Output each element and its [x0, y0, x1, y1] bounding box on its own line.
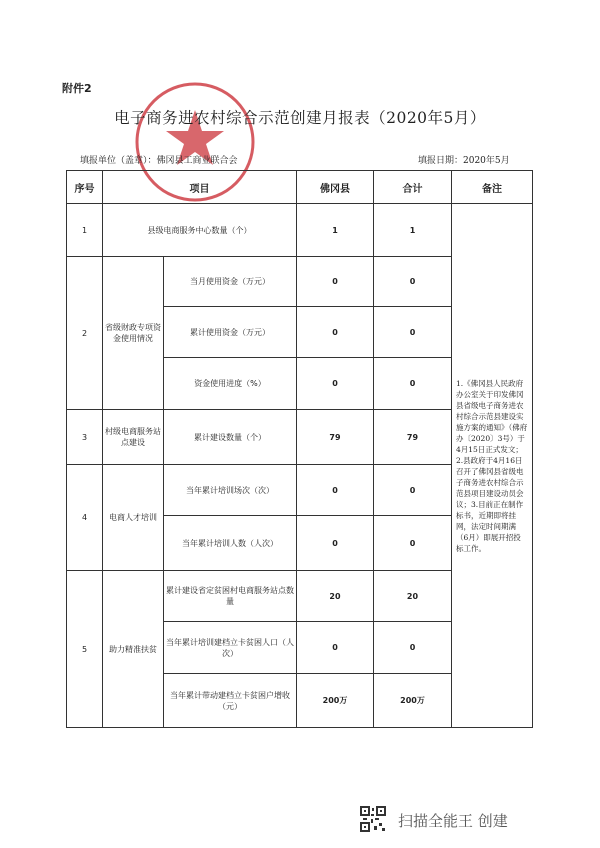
header-total: 合计	[374, 171, 452, 204]
table-header-row	[67, 171, 533, 204]
row4b-total: 0	[374, 516, 452, 571]
row5b-county: 0	[297, 622, 374, 674]
row5a-total: 20	[374, 571, 452, 622]
row2-category: 省级财政专项资金使用情况	[103, 257, 164, 410]
row5c-county: 200万	[297, 674, 374, 728]
row2c-county: 0	[297, 358, 374, 410]
row2-seq: 2	[67, 257, 103, 410]
row5c-item: 当年累计带动建档立卡贫困户增收（元）	[164, 674, 297, 728]
camscanner-text: 扫描全能王 创建	[398, 812, 508, 830]
row3-item: 累计建设数量（个）	[164, 410, 297, 465]
header-seq: 序号	[67, 171, 103, 204]
row2c-item: 资金使用进度（%）	[164, 358, 297, 410]
row2b-county: 0	[297, 307, 374, 358]
row3-seq: 3	[67, 410, 103, 465]
page-title: 电子商务进农村综合示范创建月报表（2020年5月）	[114, 109, 486, 127]
row3-category: 村级电商服务站点建设	[103, 410, 164, 465]
row2b-item: 累计使用资金（万元）	[164, 307, 297, 358]
header-remarks: 备注	[452, 171, 533, 204]
row1-total: 1	[374, 204, 452, 257]
row2b-total: 0	[374, 307, 452, 358]
row4-seq: 4	[67, 465, 103, 571]
row5b-total: 0	[374, 622, 452, 674]
report-table	[66, 170, 533, 728]
row1-county: 1	[297, 204, 374, 257]
row2a-county: 0	[297, 257, 374, 307]
row4b-county: 0	[297, 516, 374, 571]
fill-date: 填报日期：2020年5月	[418, 156, 510, 166]
attachment-label: 附件2	[62, 82, 92, 95]
row4-category: 电商人才培训	[103, 465, 164, 571]
qr-code-icon	[360, 806, 386, 832]
row5c-total: 200万	[374, 674, 452, 728]
row4b-item: 当年累计培训人数（人次）	[164, 516, 297, 571]
row5a-county: 20	[297, 571, 374, 622]
header-county: 佛冈县	[297, 171, 374, 204]
row1-item: 县级电商服务中心数量（个）	[103, 204, 297, 257]
row5-category: 助力精准扶贫	[103, 571, 164, 728]
row4a-item: 当年累计培训场次（次）	[164, 465, 297, 516]
row5a-item: 累计建设省定贫困村电商服务站点数量	[164, 571, 297, 622]
row5b-item: 当年累计培训建档立卡贫困人口（人次）	[164, 622, 297, 674]
row4a-total: 0	[374, 465, 452, 516]
camscanner-watermark	[360, 806, 560, 832]
row2c-total: 0	[374, 358, 452, 410]
remarks-cell: 1.《佛冈县人民政府办公室关于印发佛冈县省级电子商务进农村综合示范县建设实施方案的通知》（佛府办〔2020〕3号）于4月15日正式发文；2.县政府于4月16日召开了佛冈县省级电子商务进农村综合示范县项目建设动员会议；3.目前正在制作标书，近期即将挂网，法定时间期满（6月）即展开招投标工作。	[452, 204, 533, 728]
row5-seq: 5	[67, 571, 103, 728]
row3-total: 79	[374, 410, 452, 465]
row2a-total: 0	[374, 257, 452, 307]
table-row	[67, 204, 533, 257]
row3-county: 79	[297, 410, 374, 465]
row2a-item: 当月使用资金（万元）	[164, 257, 297, 307]
header-item: 项目	[103, 171, 297, 204]
row1-seq: 1	[67, 204, 103, 257]
fill-unit: 填报单位（盖章）：佛冈县工商业联合会	[80, 156, 238, 166]
row4a-county: 0	[297, 465, 374, 516]
